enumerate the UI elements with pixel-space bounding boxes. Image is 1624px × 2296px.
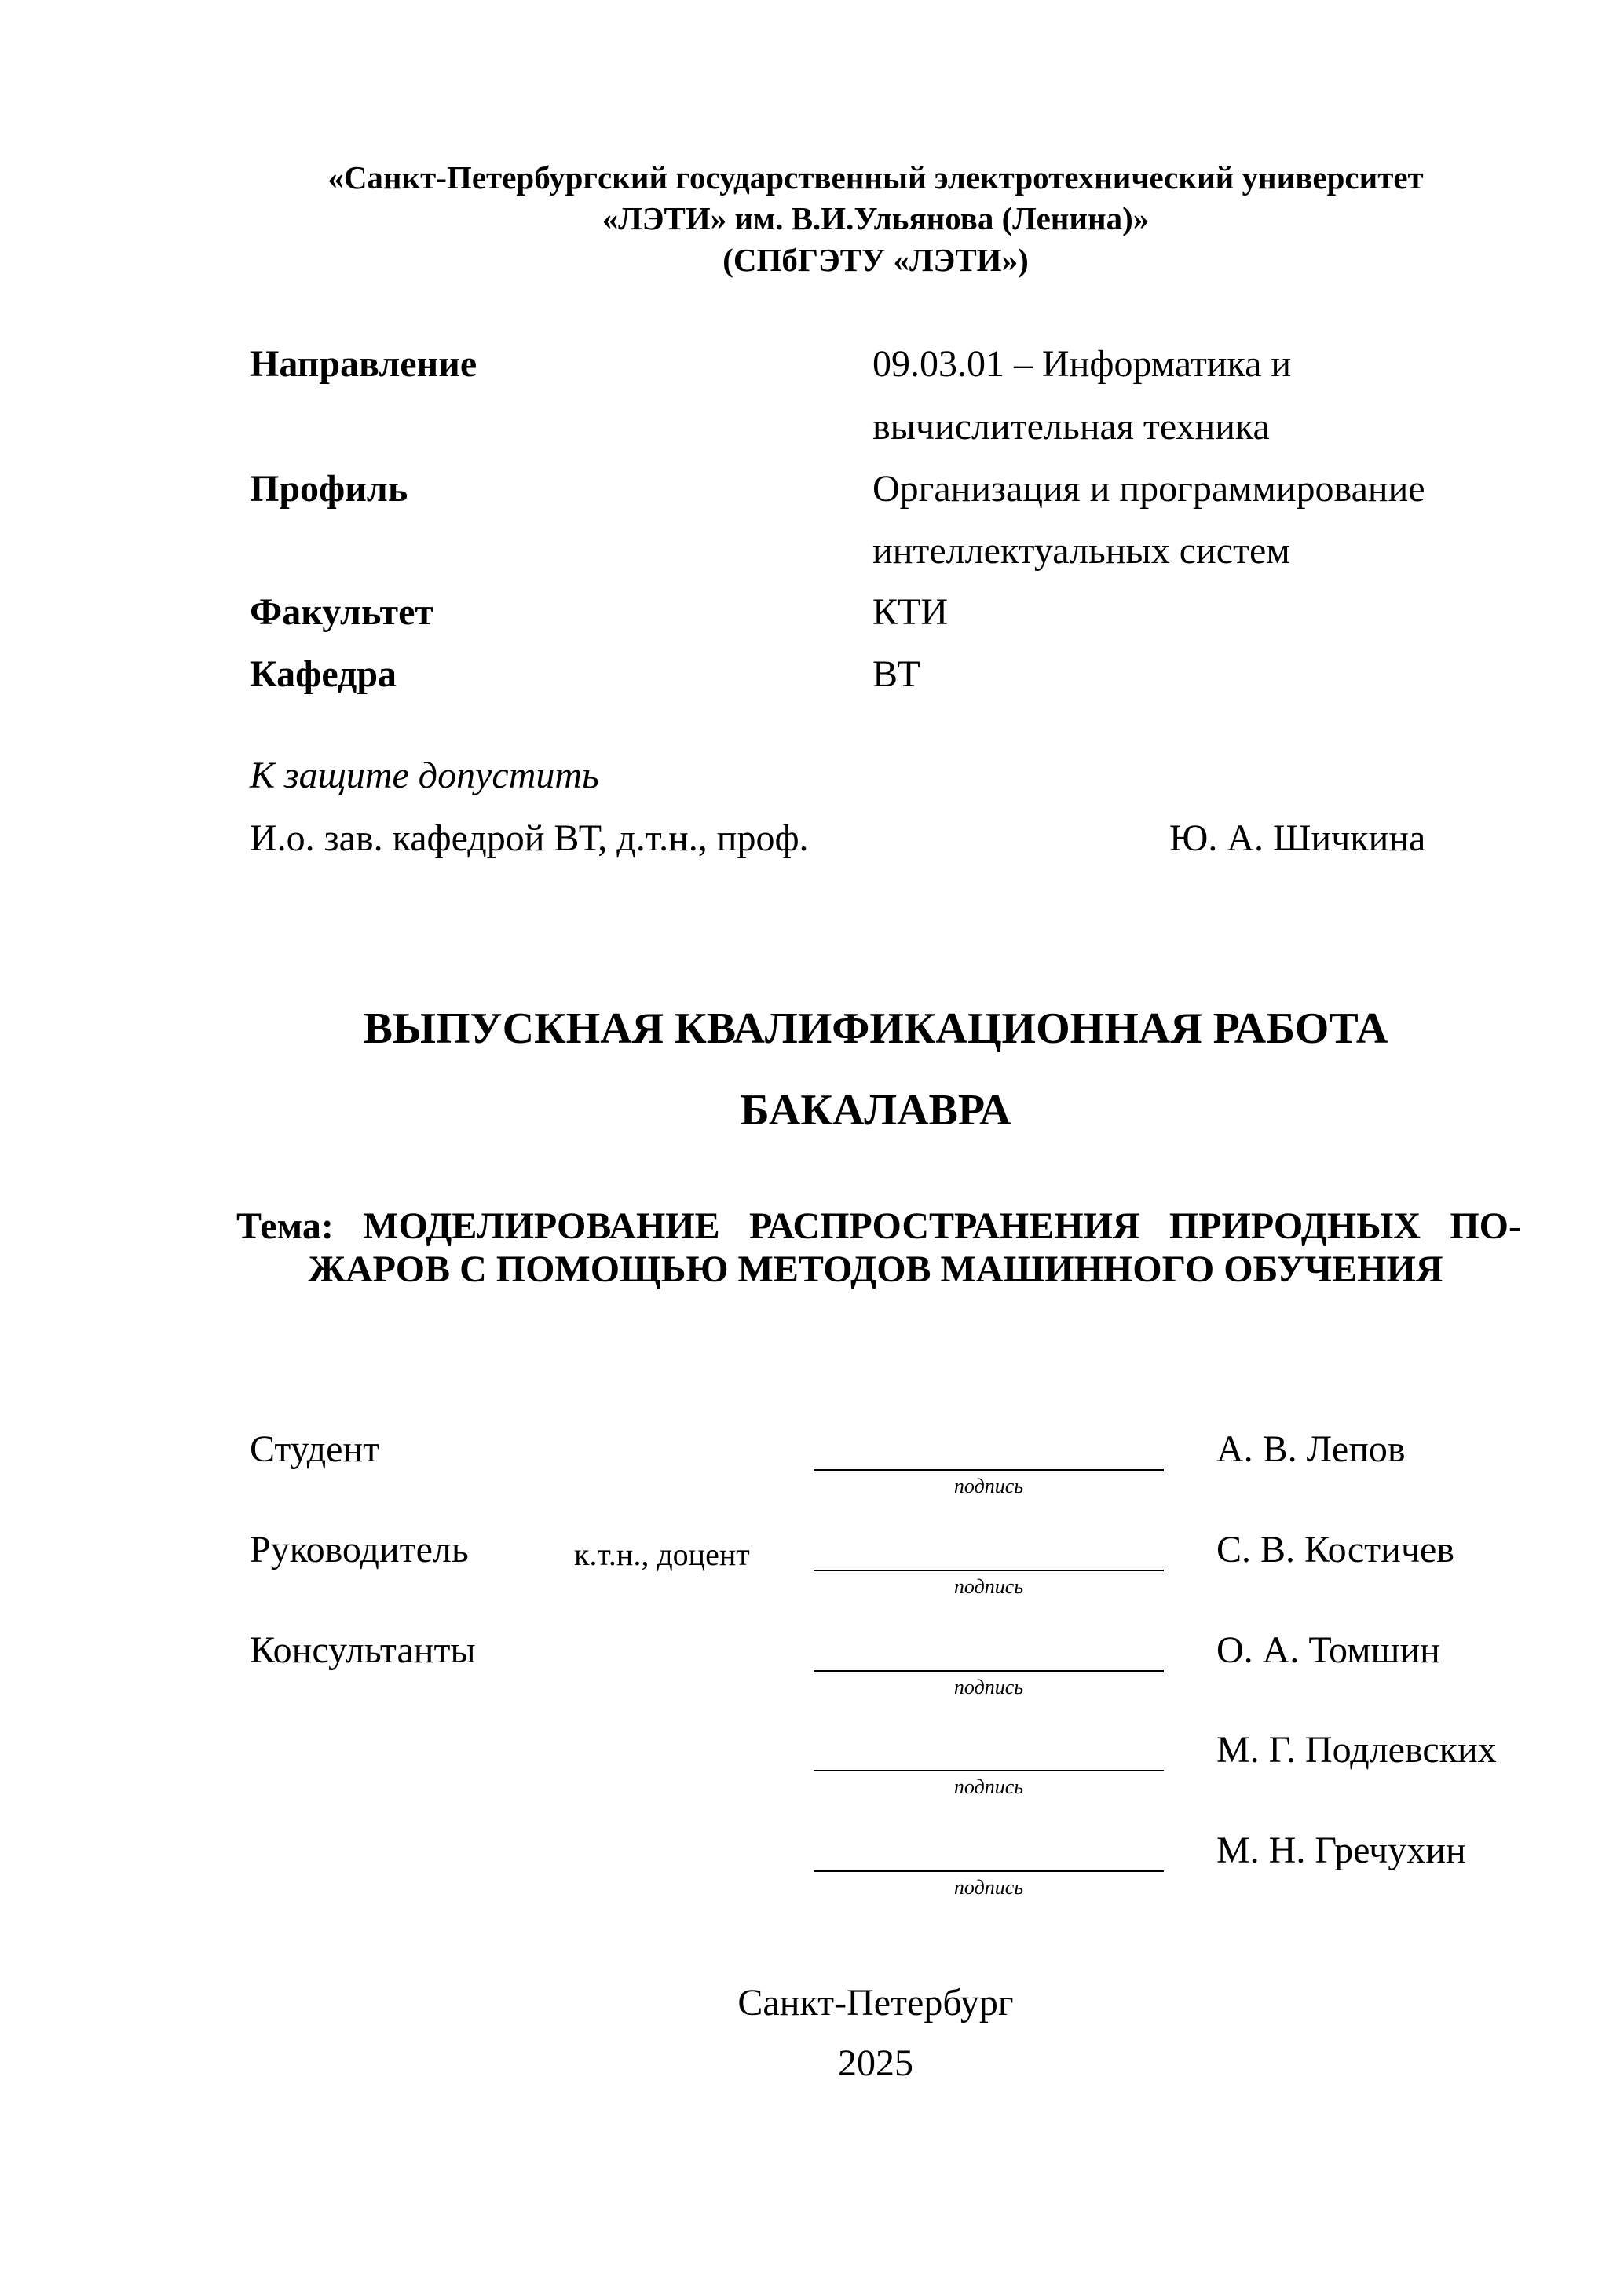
signature-name: М. Г. Подлевских bbox=[1216, 1729, 1497, 1771]
signature-caption: подпись bbox=[953, 1775, 1024, 1798]
signature-role-consultants: Консультанты bbox=[250, 1629, 476, 1671]
info-label-faculty: Факультет bbox=[250, 591, 433, 633]
info-value-profile: Организация и программирование bbox=[872, 468, 1425, 510]
signature-role-student: Студент bbox=[250, 1428, 380, 1470]
signature-line bbox=[814, 1469, 1164, 1471]
signature-line bbox=[814, 1770, 1164, 1771]
university-name-line1: «Санкт-Петербургский государственный электротехнический университет bbox=[327, 159, 1424, 196]
info-value-direction-cont: вычислительная техника bbox=[872, 406, 1270, 448]
info-value-faculty: КТИ bbox=[872, 591, 948, 633]
info-label-direction: Направление bbox=[250, 343, 477, 385]
signature-name: О. А. Томшин bbox=[1216, 1629, 1440, 1671]
approval-name: Ю. А. Шичкина bbox=[1169, 817, 1426, 859]
info-label-profile: Профиль bbox=[250, 468, 408, 510]
signature-role-supervisor: Руководитель bbox=[250, 1529, 469, 1570]
supervisor-degree: к.т.н., доцент bbox=[574, 1537, 750, 1572]
signature-line bbox=[814, 1570, 1164, 1571]
signature-caption: подпись bbox=[953, 1575, 1024, 1598]
signature-caption: подпись bbox=[953, 1475, 1024, 1497]
university-name-line2: «ЛЭТИ» им. В.И.Ульянова (Ленина)» bbox=[602, 200, 1150, 236]
footer-year: 2025 bbox=[838, 2042, 913, 2084]
signature-name: М. Н. Гречухин bbox=[1216, 1830, 1466, 1871]
topic-line1: Тема: МОДЕЛИРОВАНИЕ РАСПРОСТРАНЕНИЯ ПРИРОДНЫХ ПО- bbox=[236, 1205, 1521, 1247]
info-value-department: ВТ bbox=[872, 653, 920, 695]
signature-name: С. В. Костичев bbox=[1216, 1529, 1454, 1570]
info-label-department: Кафедра bbox=[250, 653, 397, 695]
footer-city: Санкт-Петербург bbox=[737, 1982, 1014, 2024]
topic-line2: ЖАРОВ С ПОМОЩЬЮ МЕТОДОВ МАШИННОГО ОБУЧЕНИЯ bbox=[308, 1249, 1443, 1290]
signature-name: А. В. Лепов bbox=[1216, 1428, 1406, 1470]
signature-caption: подпись bbox=[953, 1876, 1024, 1899]
approval-position: И.о. зав. кафедрой ВТ, д.т.н., проф. bbox=[250, 817, 809, 859]
info-value-profile-cont: интеллектуальных систем bbox=[872, 530, 1290, 572]
approval-heading: К защите допустить bbox=[250, 755, 599, 796]
signature-line bbox=[814, 1670, 1164, 1672]
info-value-direction: 09.03.01 – Информатика и bbox=[872, 343, 1292, 385]
document-title-line1: ВЫПУСКНАЯ КВАЛИФИКАЦИОННАЯ РАБОТА bbox=[363, 1004, 1388, 1053]
document-title-line2: БАКАЛАВРА bbox=[740, 1086, 1011, 1135]
signature-line bbox=[814, 1870, 1164, 1872]
university-abbrev: (СПбГЭТУ «ЛЭТИ») bbox=[722, 242, 1029, 278]
signature-caption: подпись bbox=[953, 1676, 1024, 1698]
